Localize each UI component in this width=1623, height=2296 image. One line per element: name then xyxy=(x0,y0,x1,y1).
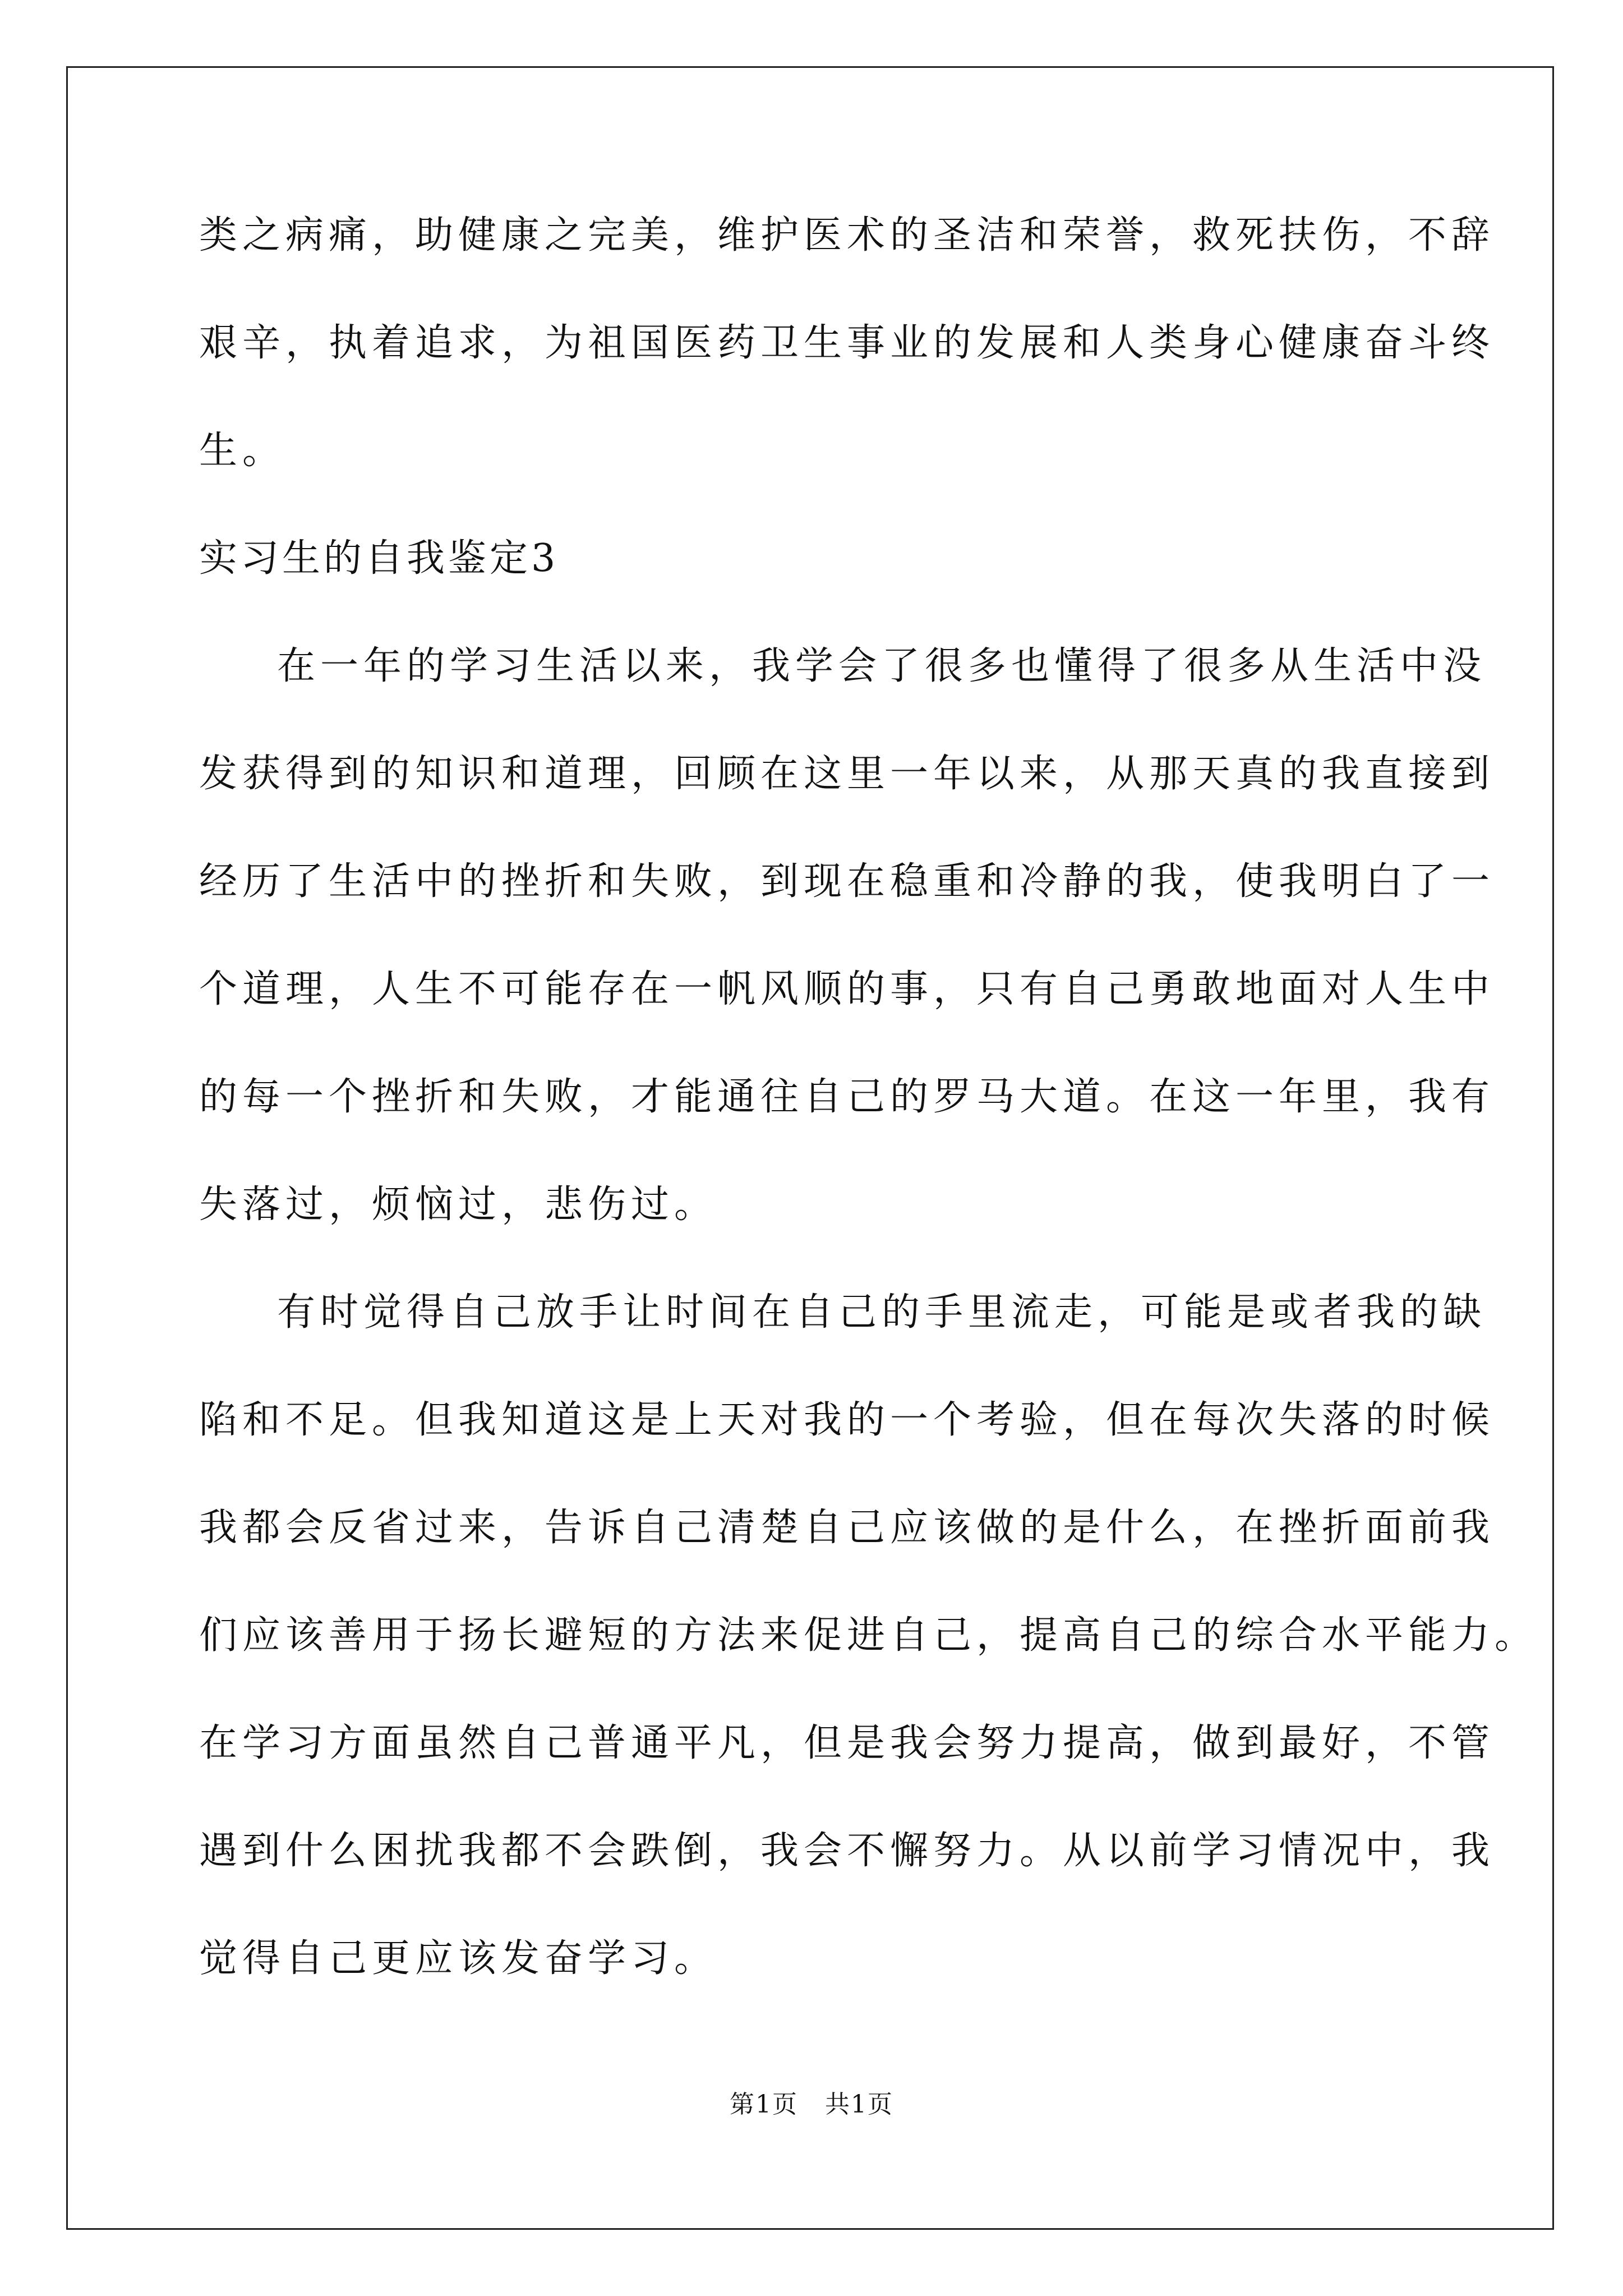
paragraph-2-line-5: 的每一个挫折和失败，才能通往自己的罗马大道。在这一年里，我有 xyxy=(199,1075,1495,1119)
paragraph-3-line-4: 们应该善用于扬长避短的方法来促进自己，提高自己的综合水平能力。 xyxy=(199,1613,1538,1658)
paragraph-3-line-5: 在学习方面虽然自己普通平凡，但是我会努力提高，做到最好，不管 xyxy=(199,1721,1495,1765)
paragraph-3-line-3: 我都会反省过来，告诉自己清楚自己应该做的是什么，在挫折面前我 xyxy=(199,1506,1495,1550)
paragraph-1-line-1: 类之病痛，助健康之完美，维护医术的圣洁和荣誉，救死扶伤，不辞 xyxy=(199,213,1495,257)
paragraph-3-line-7: 觉得自己更应该发奋学习。 xyxy=(199,1936,718,1981)
paragraph-2-line-2: 发获得到的知识和道理，回顾在这里一年以来，从那天真的我直接到 xyxy=(199,752,1495,796)
paragraph-1-line-3: 生。 xyxy=(199,429,286,473)
paragraph-2-line-4: 个道理，人生不可能存在一帆风顺的事，只有自己勇敢地面对人生中 xyxy=(199,967,1495,1011)
page-number-footer: 第1页 共1页 xyxy=(730,2090,893,2119)
paragraph-3-line-2: 陷和不足。但我知道这是上天对我的一个考验，但在每次失落的时候 xyxy=(199,1398,1495,1442)
page-border xyxy=(66,66,1554,2230)
paragraph-2-line-3: 经历了生活中的挫折和失败，到现在稳重和冷静的我，使我明白了一 xyxy=(199,859,1495,904)
paragraph-2-line-1: 在一年的学习生活以来，我学会了很多也懂得了很多从生活中没 xyxy=(277,644,1487,688)
paragraph-2-line-6: 失落过，烦恼过，悲伤过。 xyxy=(199,1182,718,1227)
paragraph-1-line-2: 艰辛，执着追求，为祖国医药卫生事业的发展和人类身心健康奋斗终 xyxy=(199,321,1495,365)
paragraph-3-line-1: 有时觉得自己放手让时间在自己的手里流走，可能是或者我的缺 xyxy=(277,1290,1487,1335)
paragraph-3-line-6: 遇到什么困扰我都不会跌倒，我会不懈努力。从以前学习情况中，我 xyxy=(199,1829,1495,1873)
section-heading: 实习生的自我鉴定3 xyxy=(199,536,559,581)
